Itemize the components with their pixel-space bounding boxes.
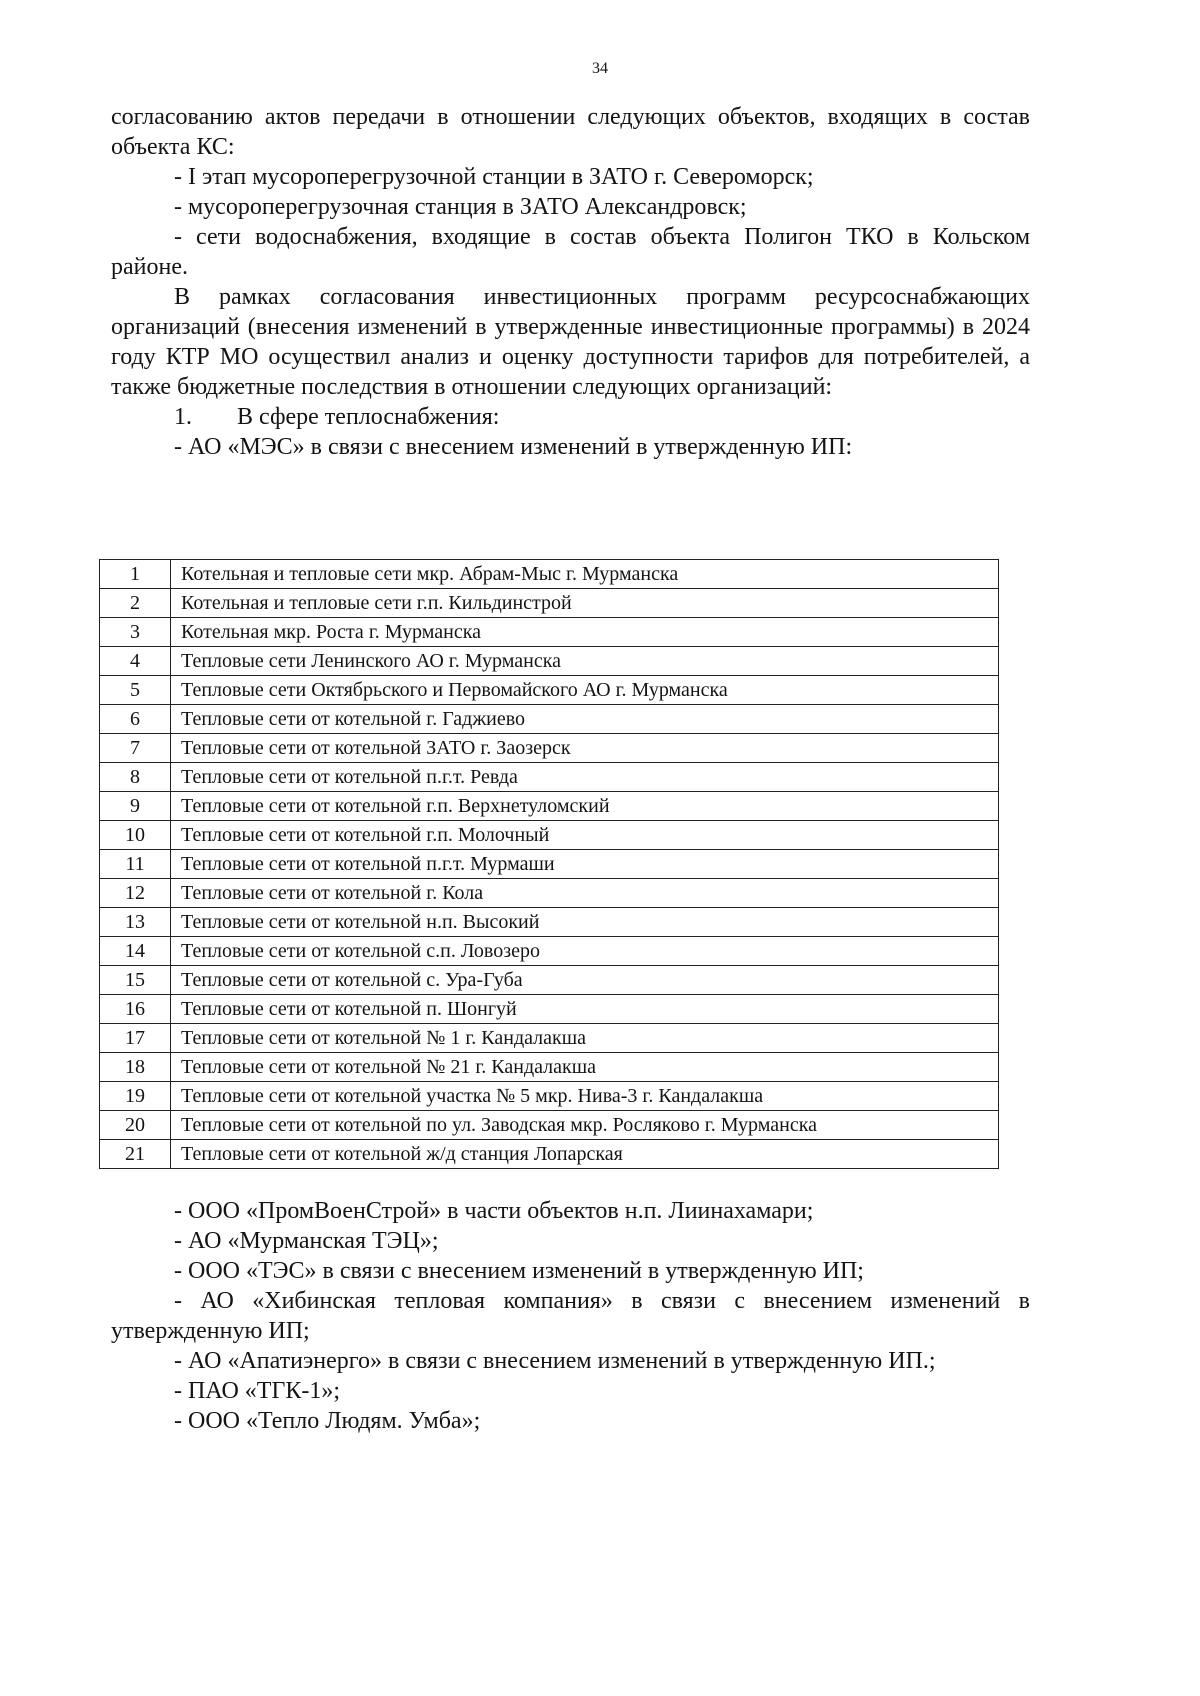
table-row [100, 705, 999, 734]
row-number: 2 [100, 589, 171, 618]
row-number: 11 [100, 850, 171, 879]
row-number: 14 [100, 937, 171, 966]
table-row [100, 734, 999, 763]
list-item: - I этап мусороперегрузочной станции в ЗАТО г. Североморск; [174, 164, 814, 190]
row-number: 9 [100, 792, 171, 821]
list-item: - ООО «Тепло Людям. Умба»; [174, 1408, 481, 1434]
row-number: 13 [100, 908, 171, 937]
object-name: Котельная мкр. Роста г. Мурманска [171, 618, 999, 647]
object-name: Тепловые сети от котельной № 21 г. Кандалакша [171, 1053, 999, 1082]
organizations-list [111, 1196, 1030, 1436]
object-name: Тепловые сети от котельной п.г.т. Ревда [171, 763, 999, 792]
row-number: 18 [100, 1053, 171, 1082]
object-name: Тепловые сети от котельной № 1 г. Кандалакша [171, 1024, 999, 1053]
table-row [100, 966, 999, 995]
list-item: - АО «Мурманская ТЭЦ»; [174, 1228, 439, 1254]
row-number: 10 [100, 821, 171, 850]
body-paragraph: В рамках согласования инвестиционных программ ресурсоснабжающих организаций (внесения изменений в утвержденные инвестиционные программы) в 2024 году КТР МО осуществил анализ и оценку доступности тарифов для потребителей, а также бюджетные последствия в отношении следующих организаций: [111, 284, 1030, 400]
table-row [100, 792, 999, 821]
row-number: 15 [100, 966, 171, 995]
object-name: Тепловые сети от котельной с. Ура-Губа [171, 966, 999, 995]
object-name: Тепловые сети от котельной г.п. Верхнетуломский [171, 792, 999, 821]
table-row [100, 1111, 999, 1140]
object-name: Тепловые сети от котельной ЗАТО г. Заозерск [171, 734, 999, 763]
object-name: Тепловые сети от котельной участка № 5 мкр. Нива-3 г. Кандалакша [171, 1082, 999, 1111]
table-row [100, 589, 999, 618]
object-name: Тепловые сети от котельной с.п. Ловозеро [171, 937, 999, 966]
row-number: 4 [100, 647, 171, 676]
section-title: В сфере теплоснабжения: [237, 404, 500, 430]
objects-table-body [100, 560, 999, 1169]
object-name: Тепловые сети от котельной ж/д станция Лопарская [171, 1140, 999, 1169]
row-number: 20 [100, 1111, 171, 1140]
table-row [100, 1053, 999, 1082]
object-name: Тепловые сети от котельной г. Гаджиево [171, 705, 999, 734]
object-name: Тепловые сети от котельной по ул. Заводская мкр. Росляково г. Мурманска [171, 1111, 999, 1140]
object-name: Тепловые сети Ленинского АО г. Мурманска [171, 647, 999, 676]
row-number: 12 [100, 879, 171, 908]
section-heading [111, 402, 1030, 432]
row-number: 1 [100, 560, 171, 589]
object-name: Тепловые сети от котельной п. Шонгуй [171, 995, 999, 1024]
table-row [100, 647, 999, 676]
row-number: 6 [100, 705, 171, 734]
table-row [100, 1082, 999, 1111]
list-item: - ООО «ПромВоенСтрой» в части объектов н.п. Лиинахамари; [174, 1198, 814, 1224]
page-number: 34 [592, 60, 608, 77]
table-row [100, 995, 999, 1024]
list-item: - ООО «ТЭС» в связи с внесением изменений в утвержденную ИП; [174, 1258, 864, 1284]
intro-text [111, 102, 1030, 462]
row-number: 7 [100, 734, 171, 763]
table-row [100, 763, 999, 792]
list-item: - АО «Хибинская тепловая компания» в связи с внесением изменений в утвержденную ИП; [111, 1288, 1030, 1344]
object-name: Тепловые сети от котельной п.г.т. Мурмаши [171, 850, 999, 879]
table-row [100, 879, 999, 908]
object-name: Тепловые сети Октябрьского и Первомайского АО г. Мурманска [171, 676, 999, 705]
table-row [100, 1140, 999, 1169]
table-row [100, 1024, 999, 1053]
section-number: 1. [174, 404, 192, 430]
table-row [100, 676, 999, 705]
object-name: Котельная и тепловые сети мкр. Абрам-Мыс г. Мурманска [171, 560, 999, 589]
table-row [100, 821, 999, 850]
row-number: 3 [100, 618, 171, 647]
row-number: 17 [100, 1024, 171, 1053]
object-name: Тепловые сети от котельной н.п. Высокий [171, 908, 999, 937]
objects-table [99, 559, 999, 1169]
table-row [100, 560, 999, 589]
object-name: Котельная и тепловые сети г.п. Кильдинстрой [171, 589, 999, 618]
table-row [100, 618, 999, 647]
row-number: 19 [100, 1082, 171, 1111]
object-name: Тепловые сети от котельной г.п. Молочный [171, 821, 999, 850]
continuation-paragraph: согласованию актов передачи в отношении следующих объектов, входящих в состав объекта КС: [111, 104, 1030, 160]
row-number: 5 [100, 676, 171, 705]
row-number: 8 [100, 763, 171, 792]
table-row [100, 908, 999, 937]
company-line: - АО «МЭС» в связи с внесением изменений в утвержденную ИП: [174, 434, 853, 460]
list-item: - мусороперегрузочная станция в ЗАТО Александровск; [174, 194, 747, 220]
row-number: 21 [100, 1140, 171, 1169]
list-item: - ПАО «ТГК-1»; [174, 1378, 340, 1404]
object-name: Тепловые сети от котельной г. Кола [171, 879, 999, 908]
table-row [100, 937, 999, 966]
table-row [100, 850, 999, 879]
row-number: 16 [100, 995, 171, 1024]
list-item: - АО «Апатиэнерго» в связи с внесением изменений в утвержденную ИП.; [174, 1348, 936, 1374]
list-item: - сети водоснабжения, входящие в состав объекта Полигон ТКО в Кольском районе. [111, 224, 1030, 280]
